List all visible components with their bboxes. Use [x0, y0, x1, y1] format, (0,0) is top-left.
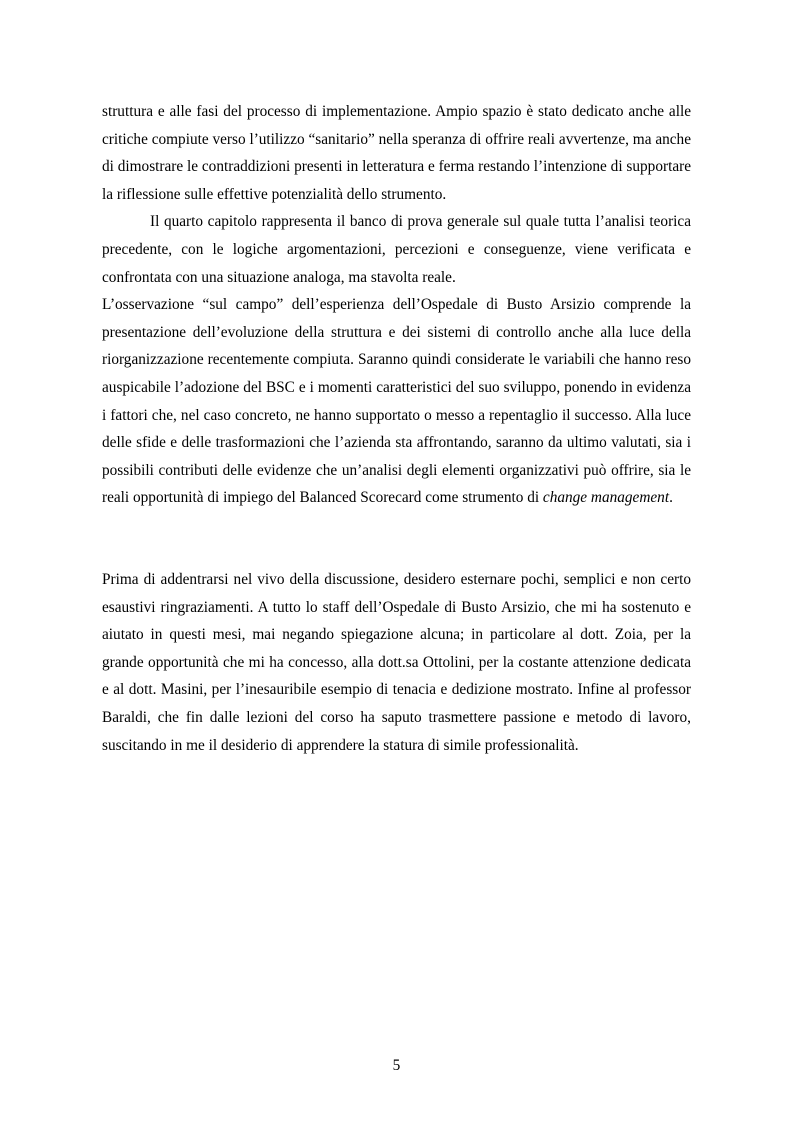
change-management-term: change management: [542, 489, 670, 507]
paragraph-field-observation-end: .: [669, 489, 673, 507]
paragraph-acknowledgements: Prima di addentrarsi nel vivo della discussione, desidero esternare pochi, semplici e non certo esaustivi ringraziamenti. A tutto lo staff dell’Ospedale di Busto Arsizio, che mi ha sostenuto e aiutato in questi mesi, mai negando spiegazione alcuna; in particolare al dott. Zoia, per la grande opportunità che mi ha concesso, alla dott.sa Ottolini, per la costante attenzione dedicata e al dott. Masini, per l’inesauribile esempio di tenacia e dedizione mostrato. Infine al professor Baraldi, che fin dalle lezioni del corso ha saputo trasmettere passione e metodo di lavoro, suscitando in me il desiderio di apprendere la statura di simile professionalità.: [102, 571, 691, 754]
paragraph-field-observation: [102, 291, 691, 512]
paragraph-implementation: struttura e alle fasi del processo di implementazione. Ampio spazio è stato dedicato anche alle critiche compiute verso l’utilizzo “sanitario” nella speranza di offrire reali avvertenze, ma anche di dimostrare le contraddizioni presenti in letteratura e ferma restando l’intenzione di supportare la riflessione sulle effettive potenzialità dello strumento.: [102, 103, 691, 203]
body-text-acknowledgements: [102, 566, 691, 759]
paragraph-field-observation-text: L’osservazione “sul campo” dell’esperienza dell’Ospedale di Busto Arsizio comprende la presentazione dell’evoluzione della struttura e dei sistemi di controllo anche alla luce della riorganizzazione recentemente compiuta. Saranno quindi considerate le variabili che hanno reso auspicabile l’adozione del BSC e i momenti caratteristici del suo sviluppo, ponendo in evidenza i fattori che, nel caso concreto, ne hanno supportato o messo a repentaglio il successo. Alla luce delle sfide e delle trasformazioni che l’azienda sta affrontando, saranno da ultimo valutati, sia i possibili contributi delle evidenze che un’analisi degli elementi organizzativi può offrire, sia le reali opportunità di impiego del Balanced Scorecard come strumento di: [102, 296, 691, 507]
paragraph-fourth-chapter: Il quarto capitolo rappresenta il banco di prova generale sul quale tutta l’analisi teorica precedente, con le logiche argomentazioni, percezioni e conseguenze, viene verificata e confrontata con una situazione analoga, ma stavolta reale.: [102, 213, 691, 286]
page-number: 5: [392, 1057, 401, 1074]
body-text-upper: [102, 98, 691, 512]
